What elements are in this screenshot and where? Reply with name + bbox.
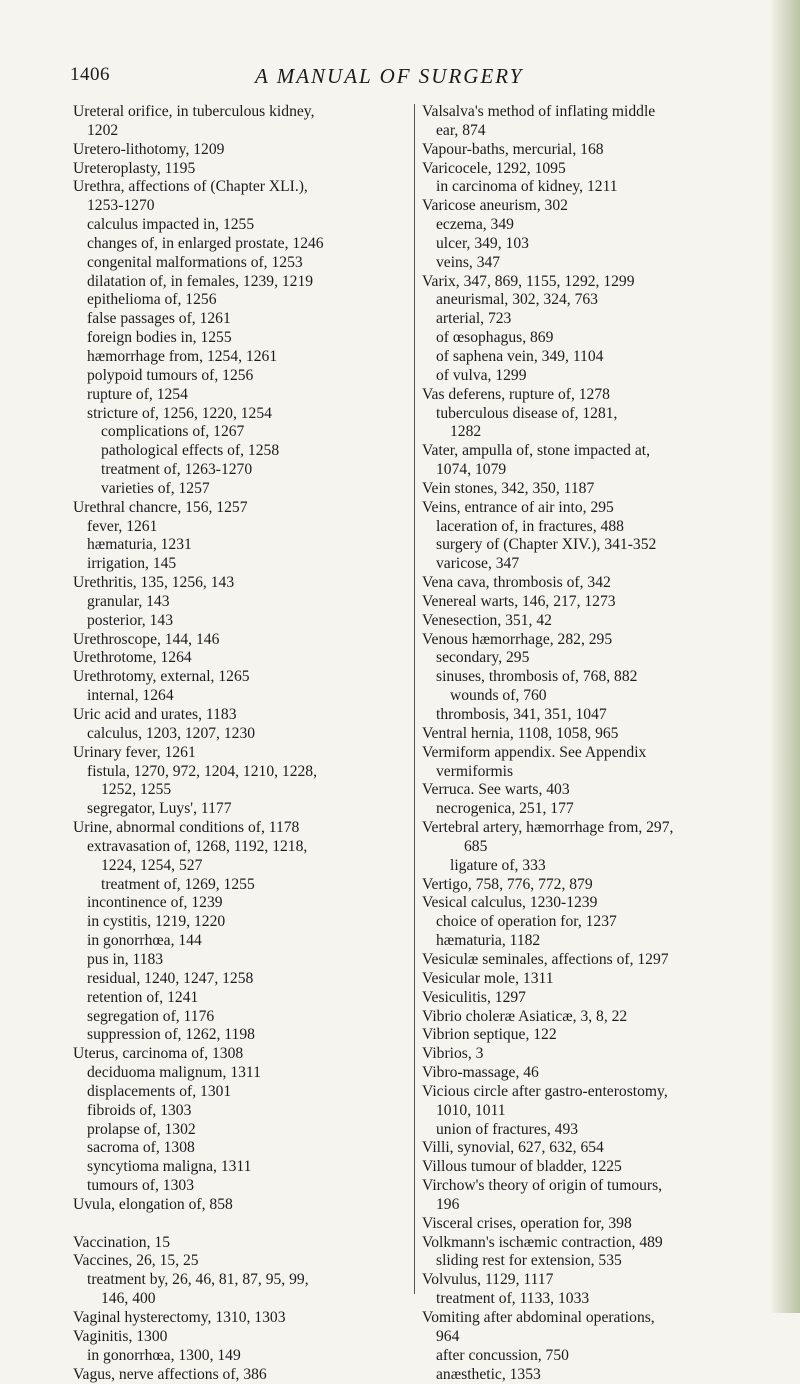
index-subentry: treatment by, 26, 46, 81, 87, 95, 99, <box>87 1271 309 1289</box>
index-subentry: polypoid tumours of, 1256 <box>87 366 254 384</box>
index-entry: Veins, entrance of air into, 295 <box>422 498 614 516</box>
index-subentry: epithelioma of, 1256 <box>87 291 217 309</box>
index-entry: Vagus, nerve affections of, 386 <box>73 1365 267 1383</box>
index-entry: Vaccines, 26, 15, 25 <box>73 1252 199 1270</box>
index-subentry: hæmaturia, 1182 <box>436 932 541 950</box>
index-subentry: 1282 <box>450 423 482 441</box>
index-column-right <box>422 103 757 1384</box>
index-subentry: necrogenica, 251, 177 <box>436 800 574 818</box>
index-entry: Uric acid and urates, 1183 <box>73 706 237 723</box>
index-entry: Urine, abnormal conditions of, 1178 <box>73 819 300 837</box>
index-entry: Vermiform appendix. See Appendix <box>422 743 647 761</box>
index-subentry: fistula, 1270, 972, 1204, 1210, 1228, <box>87 762 318 780</box>
index-subentry: 1010, 1011 <box>436 1101 506 1119</box>
index-subentry: stricture of, 1256, 1220, 1254 <box>87 404 272 422</box>
index-entry: Varicocele, 1292, 1095 <box>422 159 566 177</box>
index-entry: Vesical calculus, 1230-1239 <box>422 894 598 912</box>
index-entry: Venesection, 351, 42 <box>422 611 552 629</box>
index-subentry: segregation of, 1176 <box>87 1007 215 1025</box>
index-entry: Urethral chancre, 156, 1257 <box>73 498 248 516</box>
index-subentry: sliding rest for extension, 535 <box>436 1252 622 1270</box>
index-entry: Uterus, carcinoma of, 1308 <box>73 1045 244 1063</box>
index-subentry: 146, 400 <box>101 1290 156 1308</box>
index-entry: Volkmann's ischæmic contraction, 489 <box>422 1233 663 1251</box>
index-subentry: foreign bodies in, 1255 <box>87 329 232 347</box>
index-entry: Ureteral orifice, in tuberculous kidney, <box>73 103 315 120</box>
index-entry: Vein stones, 342, 350, 1187 <box>422 479 595 497</box>
index-entry: Vomiting after abdominal operations, <box>422 1309 655 1326</box>
index-subentry: extravasation of, 1268, 1192, 1218, <box>87 837 308 855</box>
index-subentry: pus in, 1183 <box>87 950 164 968</box>
index-subentry: calculus, 1203, 1207, 1230 <box>87 724 256 742</box>
index-entry: Villi, synovial, 627, 632, 654 <box>422 1139 604 1157</box>
index-entry: Vesiculæ seminales, affections of, 1297 <box>422 950 669 968</box>
index-subentry: 1253-1270 <box>87 197 155 215</box>
index-subentry: treatment of, 1133, 1033 <box>436 1290 590 1308</box>
index-subentry: retention of, 1241 <box>87 988 199 1006</box>
index-entry: Verruca. See warts, 403 <box>422 781 570 799</box>
index-entry: Vapour-baths, mercurial, 168 <box>422 140 604 158</box>
index-subentry: false passages of, 1261 <box>87 310 231 328</box>
index-entry: Vaccination, 15 <box>73 1233 170 1251</box>
index-subentry: 1202 <box>87 121 119 139</box>
index-subentry: of saphena vein, 349, 1104 <box>436 347 604 365</box>
index-subentry: 196 <box>436 1195 460 1213</box>
index-entry: Vas deferens, rupture of, 1278 <box>422 385 610 403</box>
index-entry: Virchow's theory of origin of tumours, <box>422 1177 663 1195</box>
index-subentry: in cystitis, 1219, 1220 <box>87 913 226 931</box>
index-column-left <box>73 103 408 1384</box>
index-entry: Varix, 347, 869, 1155, 1292, 1299 <box>422 272 635 290</box>
index-entry: Vibrio choleræ Asiaticæ, 3, 8, 22 <box>422 1007 628 1025</box>
index-subentry: hæmorrhage from, 1254, 1261 <box>87 347 278 365</box>
index-entry: Vesicular mole, 1311 <box>422 969 554 987</box>
index-entry: Volvulus, 1129, 1117 <box>422 1271 554 1289</box>
index-entry: Vater, ampulla of, stone impacted at, <box>422 442 651 460</box>
index-entry: Vaginal hysterectomy, 1310, 1303 <box>73 1309 286 1326</box>
index-subentry: in gonorrhœa, 1300, 149 <box>87 1346 241 1364</box>
index-entry: Urethroscope, 144, 146 <box>73 630 220 648</box>
index-subentry: posterior, 143 <box>87 611 173 629</box>
index-subentry: displacements of, 1301 <box>87 1082 232 1100</box>
running-title: A MANUAL OF SURGERY <box>255 64 524 88</box>
index-subentry: suppression of, 1262, 1198 <box>87 1026 255 1044</box>
index-entry: Urethritis, 135, 1256, 143 <box>73 574 235 592</box>
index-subentry: 1224, 1254, 527 <box>101 856 203 874</box>
index-subentry: treatment of, 1263-1270 <box>101 461 253 479</box>
index-subentry: prolapse of, 1302 <box>87 1120 196 1138</box>
index-subentry: choice of operation for, 1237 <box>436 913 617 931</box>
index-subentry: calculus impacted in, 1255 <box>87 216 255 234</box>
index-subentry: congenital malformations of, 1253 <box>87 253 303 271</box>
index-subentry: of vulva, 1299 <box>436 366 527 384</box>
column-divider <box>414 104 415 1294</box>
index-subentry: residual, 1240, 1247, 1258 <box>87 969 254 987</box>
index-entry: Urethrotome, 1264 <box>73 649 192 667</box>
index-subentry: eczema, 349 <box>436 216 514 234</box>
index-subentry: irrigation, 145 <box>87 555 177 573</box>
index-subentry: 1252, 1255 <box>101 781 172 799</box>
index-subentry: union of fractures, 493 <box>436 1120 579 1138</box>
index-subentry: changes of, in enlarged prostate, 1246 <box>87 234 324 252</box>
index-subentry: complications of, 1267 <box>101 423 245 441</box>
index-entry: Urethra, affections of (Chapter XLI.), <box>73 178 308 196</box>
index-entry: Vibrion septique, 122 <box>422 1026 557 1044</box>
index-entry: Urinary fever, 1261 <box>73 743 196 761</box>
index-entry: Vicious circle after gastro-enterostomy, <box>422 1082 668 1100</box>
index-entry: Venous hæmorrhage, 282, 295 <box>422 630 613 648</box>
index-subentry: in carcinoma of kidney, 1211 <box>436 178 618 196</box>
index-subentry: of œsophagus, 869 <box>436 329 554 347</box>
index-subentry: internal, 1264 <box>87 687 174 705</box>
section-gap <box>73 1215 408 1234</box>
index-entry: Vertebral artery, hæmorrhage from, 297, <box>422 819 674 837</box>
index-entry: Uretero-lithotomy, 1209 <box>73 140 225 158</box>
index-subentry: after concussion, 750 <box>436 1346 569 1364</box>
index-subentry: incontinence of, 1239 <box>87 894 223 912</box>
index-subentry: treatment of, 1269, 1255 <box>101 875 255 893</box>
index-subentry: ligature of, 333 <box>450 856 546 874</box>
index-entry: Vertigo, 758, 776, 772, 879 <box>422 875 593 893</box>
index-subentry: ulcer, 349, 103 <box>436 234 529 252</box>
index-subentry: varieties of, 1257 <box>101 479 210 497</box>
index-subentry: 685 <box>464 837 488 855</box>
index-entry: Varicose aneurism, 302 <box>422 197 568 215</box>
index-subentry: arterial, 723 <box>436 310 512 328</box>
index-subentry: sinuses, thrombosis of, 768, 882 <box>436 668 638 686</box>
index-entry: Vibrios, 3 <box>422 1045 484 1063</box>
index-subentry: rupture of, 1254 <box>87 385 188 403</box>
index-subentry: dilatation of, in females, 1239, 1219 <box>87 272 314 290</box>
page-edge-shadow <box>770 0 800 1313</box>
index-entry: Visceral crises, operation for, 398 <box>422 1214 632 1232</box>
index-entry: Uvula, elongation of, 858 <box>73 1195 233 1213</box>
index-subentry: granular, 143 <box>87 592 170 610</box>
index-entry: Ventral hernia, 1108, 1058, 965 <box>422 724 619 742</box>
index-subentry: laceration of, in fractures, 488 <box>436 517 624 535</box>
index-subentry: aneurismal, 302, 324, 763 <box>436 291 598 309</box>
index-entry: Urethrotomy, external, 1265 <box>73 668 250 686</box>
index-entry: Vesiculitis, 1297 <box>422 988 526 1006</box>
index-subentry: segregator, Luys', 1177 <box>87 800 232 818</box>
page-header <box>70 64 750 94</box>
index-subentry: vermiformis <box>436 762 514 780</box>
page-number: 1406 <box>70 64 110 85</box>
index-subentry: sacroma of, 1308 <box>87 1139 195 1157</box>
index-subentry: pathological effects of, 1258 <box>101 442 280 460</box>
index-subentry: syncytioma maligna, 1311 <box>87 1158 252 1176</box>
index-subentry: thrombosis, 341, 351, 1047 <box>436 706 607 723</box>
index-entry: Vibro-massage, 46 <box>422 1064 539 1082</box>
index-entry: Vena cava, thrombosis of, 342 <box>422 574 611 592</box>
index-subentry: ear, 874 <box>436 121 486 139</box>
index-subentry: in gonorrhœa, 144 <box>87 932 202 950</box>
index-subentry: fever, 1261 <box>87 517 158 535</box>
index-subentry: tuberculous disease of, 1281, <box>436 404 618 422</box>
index-entry: Villous tumour of bladder, 1225 <box>422 1158 622 1176</box>
index-entry: Valsalva's method of inflating middle <box>422 103 656 120</box>
index-subentry: secondary, 295 <box>436 649 530 667</box>
index-subentry: varicose, 347 <box>436 555 520 573</box>
index-subentry: 964 <box>436 1327 460 1345</box>
index-subentry: veins, 347 <box>436 253 501 271</box>
index-entry: Venereal warts, 146, 217, 1273 <box>422 592 616 610</box>
index-subentry: surgery of (Chapter XIV.), 341-352 <box>436 536 657 554</box>
index-subentry: wounds of, 760 <box>450 687 547 705</box>
index-subentry: fibroids of, 1303 <box>87 1101 192 1119</box>
index-subentry: 1074, 1079 <box>436 461 507 479</box>
index-entry: Ureteroplasty, 1195 <box>73 159 196 177</box>
index-entry: Vaginitis, 1300 <box>73 1327 168 1345</box>
index-subentry: deciduoma malignum, 1311 <box>87 1064 261 1082</box>
index-subentry: tumours of, 1303 <box>87 1177 194 1195</box>
index-subentry: anæsthetic, 1353 <box>436 1365 541 1383</box>
index-subentry: hæmaturia, 1231 <box>87 536 192 554</box>
